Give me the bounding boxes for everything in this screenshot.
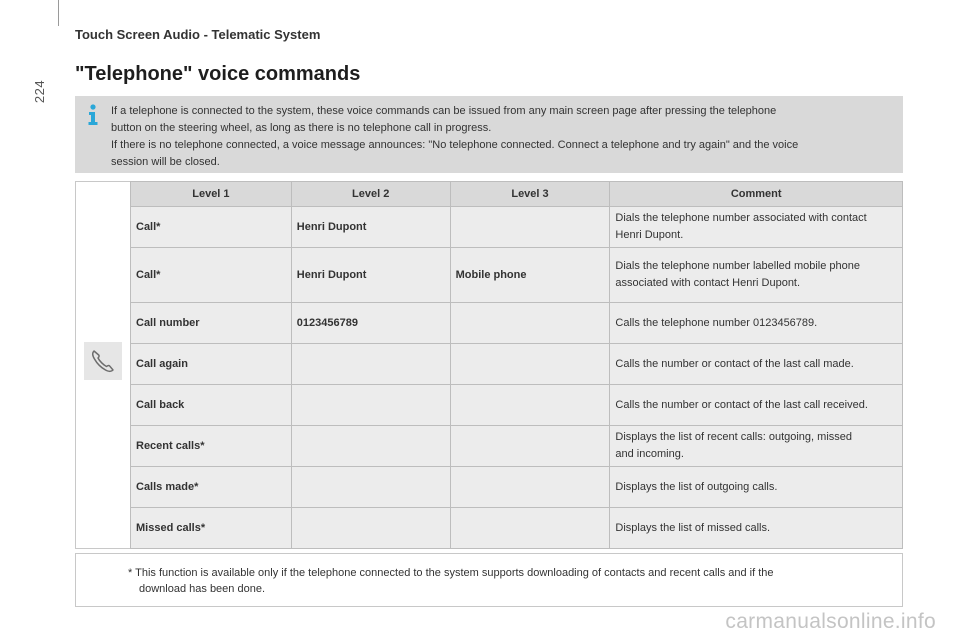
info-text-line-4: session will be closed. — [111, 156, 220, 168]
cell-level-1: Calls made* — [131, 467, 292, 508]
section-title: "Telephone" voice commands — [75, 63, 361, 85]
cell-comment — [610, 426, 903, 467]
cell-level-2: Henri Dupont — [291, 207, 450, 248]
cell-level-2: Henri Dupont — [291, 248, 450, 303]
cell-comment — [610, 248, 903, 303]
footnote-line-1: * This function is available only if the telephone connected to the system supports downloading of contacts and recent calls and if the — [128, 567, 774, 579]
page-number: 224 — [32, 79, 48, 104]
comment-line-1: Dials the telephone number associated with contact — [615, 212, 867, 224]
cell-level-2 — [291, 426, 450, 467]
table-row — [131, 303, 903, 344]
cell-level-3 — [450, 385, 610, 426]
running-head: Touch Screen Audio - Telematic System — [75, 27, 321, 42]
comment-line-2: Henri Dupont. — [615, 229, 684, 241]
cell-level-3 — [450, 426, 610, 467]
site-watermark: carmanualsonline.info — [725, 610, 936, 633]
cell-level-1: Call* — [131, 248, 292, 303]
cell-level-1: Call again — [131, 344, 292, 385]
cell-level-3: Mobile phone — [450, 248, 610, 303]
info-box — [75, 96, 903, 173]
table-header-row — [131, 182, 903, 207]
header-level-1: Level 1 — [131, 182, 292, 207]
footnote-line-2: download has been done. — [139, 583, 265, 595]
footnote-box — [75, 553, 903, 607]
phone-icon-column — [75, 181, 130, 549]
table-row — [131, 508, 903, 549]
comment-line-1: Displays the list of recent calls: outgoing, missed — [615, 431, 852, 443]
cell-level-3 — [450, 207, 610, 248]
cell-level-1: Missed calls* — [131, 508, 292, 549]
info-text-line-3: If there is no telephone connected, a voice message announces: "No telephone connected. Connect a telephone and try again" and the voice — [111, 139, 799, 151]
header-level-2: Level 2 — [291, 182, 450, 207]
cell-comment: Displays the list of missed calls. — [610, 508, 903, 549]
comment-line-1: Dials the telephone number labelled mobile phone — [615, 260, 861, 272]
table-row — [131, 385, 903, 426]
info-text-line-1: If a telephone is connected to the system, these voice commands can be issued from any main screen page after pressing the telephone — [111, 105, 777, 117]
cell-level-2 — [291, 467, 450, 508]
table-row — [131, 207, 903, 248]
voice-commands-table — [130, 181, 903, 549]
phone-tile — [84, 342, 122, 380]
cell-level-3 — [450, 344, 610, 385]
cell-level-1: Call number — [131, 303, 292, 344]
telephone-handset-icon — [90, 348, 116, 374]
info-icon — [86, 104, 100, 126]
header-level-3: Level 3 — [450, 182, 610, 207]
cell-level-1: Recent calls* — [131, 426, 292, 467]
cell-level-3 — [450, 508, 610, 549]
page-margin-rule — [58, 0, 59, 26]
table-row — [131, 467, 903, 508]
cell-level-3 — [450, 303, 610, 344]
cell-level-1: Call* — [131, 207, 292, 248]
cell-level-2 — [291, 344, 450, 385]
cell-comment: Displays the list of outgoing calls. — [610, 467, 903, 508]
table-row — [131, 344, 903, 385]
cell-comment: Calls the telephone number 0123456789. — [610, 303, 903, 344]
cell-comment: Calls the number or contact of the last call made. — [610, 344, 903, 385]
comment-line-2: associated with contact Henri Dupont. — [615, 277, 801, 289]
cell-level-2 — [291, 385, 450, 426]
cell-comment — [610, 207, 903, 248]
cell-level-2: 0123456789 — [291, 303, 450, 344]
cell-level-1: Call back — [131, 385, 292, 426]
cell-level-3 — [450, 467, 610, 508]
header-comment: Comment — [610, 182, 903, 207]
table-row — [131, 426, 903, 467]
voice-commands-table-area — [75, 181, 903, 549]
cell-level-2 — [291, 508, 450, 549]
cell-comment: Calls the number or contact of the last call received. — [610, 385, 903, 426]
table-row — [131, 248, 903, 303]
info-text-line-2: button on the steering wheel, as long as there is no telephone call in progress. — [111, 122, 492, 134]
comment-line-2: and incoming. — [615, 448, 684, 460]
